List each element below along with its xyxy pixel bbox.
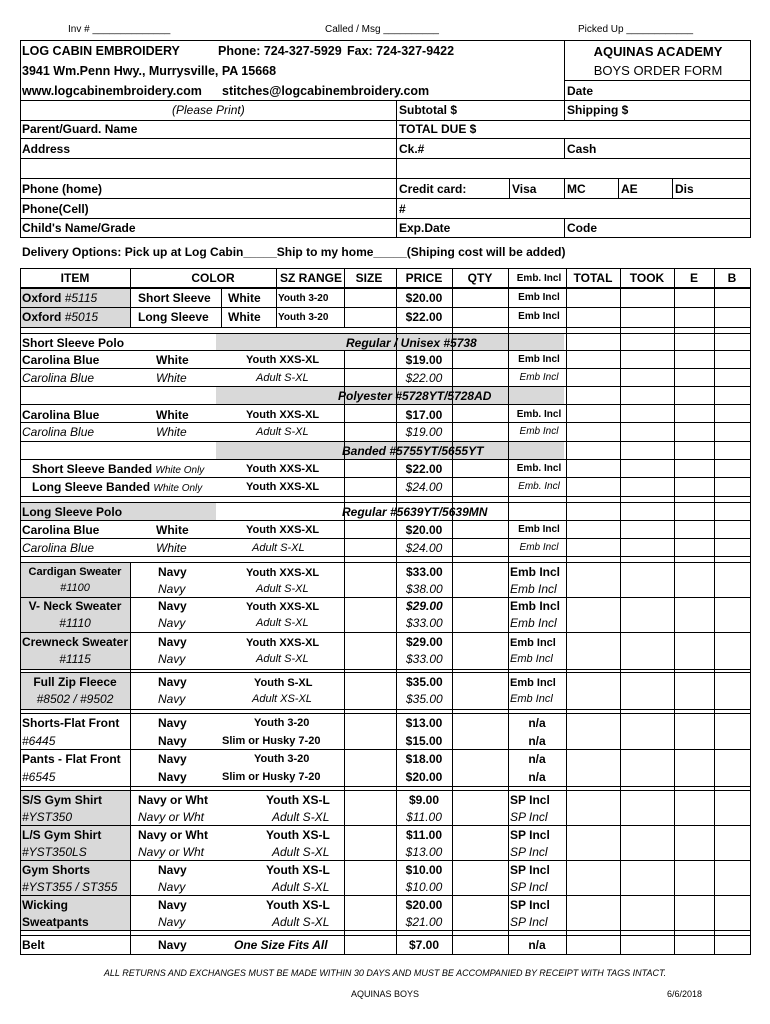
item-color: Navy or Wht bbox=[138, 828, 209, 842]
item-range-adult: Adult S-XL bbox=[256, 583, 309, 595]
item-color: Navy bbox=[158, 675, 187, 689]
item-name: Carolina Blue bbox=[22, 425, 95, 439]
item-range: Adult S-XL bbox=[256, 372, 309, 384]
subtotal-label: Subtotal $ bbox=[399, 103, 458, 117]
item-number: #8502 / #9502 bbox=[36, 692, 114, 706]
item-color-adult: Navy bbox=[158, 616, 186, 630]
item-emb: SP Incl bbox=[510, 810, 548, 824]
item-emb: Emb Incl bbox=[518, 311, 560, 322]
item-emb: n/a bbox=[528, 752, 546, 766]
table-row bbox=[20, 633, 750, 669]
item-color: White bbox=[156, 523, 189, 537]
item-emb: Emb Incl bbox=[518, 354, 560, 365]
table-row bbox=[20, 861, 750, 879]
item-range: Youth XS-L bbox=[266, 793, 330, 807]
item-name: Full Zip Fleece bbox=[33, 675, 117, 689]
table-row bbox=[20, 714, 750, 732]
table-row bbox=[20, 878, 750, 896]
item-name: Carolina Blue bbox=[22, 523, 100, 537]
item-range-adult: Adult S-XL bbox=[256, 617, 309, 629]
item-name: #6545 bbox=[22, 770, 56, 784]
item-color: Navy bbox=[158, 565, 187, 579]
header-size-range: SZ RANGE bbox=[279, 271, 342, 285]
item-number: #1110 bbox=[59, 616, 91, 630]
section-header bbox=[20, 334, 750, 352]
called-msg-label: Called / Msg __________ bbox=[325, 24, 439, 35]
section-style: Regular / Unisex #5738 bbox=[346, 336, 477, 350]
table-row bbox=[20, 673, 750, 709]
exp-date-label: Exp.Date bbox=[399, 221, 451, 235]
item-price: $20.00 bbox=[405, 898, 443, 912]
section-header bbox=[20, 442, 750, 460]
form-title: BOYS ORDER FORM bbox=[593, 63, 723, 78]
item-price-adult: $33.00 bbox=[406, 616, 443, 630]
address-label: Address bbox=[22, 142, 71, 156]
item-name: Short Sleeve Banded White Only bbox=[32, 462, 205, 476]
item-name: Belt bbox=[22, 938, 45, 952]
item-name: S/S Gym Shirt bbox=[22, 793, 103, 807]
item-price: $7.00 bbox=[408, 938, 440, 952]
table-row bbox=[20, 750, 750, 768]
company-fax: Fax: 724-327-9422 bbox=[347, 44, 455, 58]
item-emb: SP Incl bbox=[510, 863, 550, 877]
item-emb: Emb Incl bbox=[518, 524, 560, 535]
item-price: $17.00 bbox=[405, 408, 443, 422]
section-style: Polyester #5728YT/5728AD bbox=[338, 389, 492, 403]
item-emb: Emb Incl bbox=[519, 372, 559, 383]
item-price: $20.00 bbox=[405, 291, 443, 305]
item-range: Slim or Husky 7-20 bbox=[222, 771, 321, 783]
item-name: Carolina Blue bbox=[22, 353, 100, 367]
cash-label: Cash bbox=[567, 142, 597, 156]
item-emb: Emb Incl bbox=[510, 637, 556, 649]
item-price: $22.00 bbox=[405, 310, 443, 324]
item-emb: SP Incl bbox=[510, 793, 550, 807]
table-row bbox=[20, 406, 750, 424]
item-name: Cardigan Sweater bbox=[28, 566, 122, 578]
table-row bbox=[20, 369, 750, 387]
header-price: PRICE bbox=[405, 271, 443, 285]
item-emb: Emb Incl bbox=[519, 542, 559, 553]
item-emb: SP Incl bbox=[510, 898, 550, 912]
item-range: Youth XXS-XL bbox=[246, 354, 320, 366]
header-size: SIZE bbox=[355, 271, 383, 285]
shipping-label: Shipping $ bbox=[567, 103, 629, 117]
item-emb: Emb Incl bbox=[510, 565, 561, 579]
item-range: Youth XXS-XL bbox=[246, 481, 320, 493]
item-name: Carolina Blue bbox=[22, 371, 95, 385]
date-label: Date bbox=[567, 84, 594, 98]
header-item: ITEM bbox=[60, 271, 90, 285]
item-price-adult: $38.00 bbox=[406, 582, 443, 596]
item-emb-adult: Emb Incl bbox=[510, 653, 553, 665]
item-emb: n/a bbox=[528, 716, 546, 730]
item-price: $22.00 bbox=[405, 371, 443, 385]
item-price: $15.00 bbox=[405, 734, 443, 748]
table-row bbox=[20, 936, 750, 954]
item-price: $9.00 bbox=[408, 793, 440, 807]
item-range: Youth 3-20 bbox=[278, 312, 329, 323]
item-name: #YST350 bbox=[22, 810, 73, 824]
item-name: Pants - Flat Front bbox=[22, 752, 121, 766]
item-color-adult: Navy bbox=[158, 582, 186, 596]
table-row bbox=[20, 478, 750, 496]
item-name: #YST350LS bbox=[22, 845, 87, 859]
ae-label: AE bbox=[621, 182, 638, 196]
item-price: $11.00 bbox=[405, 828, 443, 842]
item-color: White bbox=[156, 353, 189, 367]
item-price: $21.00 bbox=[405, 915, 443, 929]
item-name: #YST355 / ST355 bbox=[22, 880, 118, 894]
header-b: B bbox=[727, 271, 737, 285]
item-color: Navy bbox=[158, 938, 187, 952]
header-took: TOOK bbox=[629, 271, 665, 285]
item-name: Oxford #5015 bbox=[22, 310, 99, 324]
item-color: Navy bbox=[158, 635, 187, 649]
table-row bbox=[20, 539, 750, 557]
item-name: Wicking bbox=[22, 898, 68, 912]
item-range: Slim or Husky 7-20 bbox=[222, 735, 321, 747]
item-color: Navy bbox=[158, 863, 187, 877]
item-name: Sweatpants bbox=[22, 915, 89, 929]
item-name: Carolina Blue bbox=[22, 541, 95, 555]
item-emb: SP Incl bbox=[510, 828, 550, 842]
item-range: Adult S-XL bbox=[256, 426, 309, 438]
item-color: Navy or Wht bbox=[138, 845, 205, 859]
item-range-adult: Adult S-XL bbox=[256, 653, 309, 665]
table-row bbox=[20, 521, 750, 539]
item-price: $20.00 bbox=[405, 523, 443, 537]
item-price: $20.00 bbox=[405, 770, 443, 784]
header-e: E bbox=[689, 271, 698, 285]
item-emb: Emb Incl bbox=[518, 292, 560, 303]
section-style: Regular #5639YT/5639MN bbox=[342, 505, 488, 519]
visa-label: Visa bbox=[512, 182, 537, 196]
item-number: #1100 bbox=[60, 582, 90, 594]
mc-label: MC bbox=[567, 182, 586, 196]
item-color: White bbox=[156, 371, 187, 385]
item-color: Navy bbox=[158, 880, 186, 894]
item-name: V- Neck Sweater bbox=[28, 599, 122, 613]
table-row bbox=[20, 791, 750, 809]
item-range: Adult S-XL bbox=[272, 845, 330, 859]
item-price: $18.00 bbox=[405, 752, 443, 766]
header-color: COLOR bbox=[191, 271, 235, 285]
item-range: One Size Fits All bbox=[234, 938, 328, 952]
delivery-options: Delivery Options: Pick up at Log Cabin_____Ship to my home_____(Shiping cost will be added) bbox=[22, 245, 566, 259]
item-price: $35.00 bbox=[406, 675, 443, 689]
section-title: Short Sleeve Polo bbox=[22, 336, 125, 350]
item-range: Adult S-XL bbox=[252, 542, 305, 554]
item-emb: SP Incl bbox=[510, 845, 548, 859]
item-name: Oxford #5115 bbox=[22, 291, 98, 305]
item-price: $11.00 bbox=[406, 810, 442, 824]
returns-note: ALL RETURNS AND EXCHANGES MUST BE MADE WITHIN 30 DAYS AND MUST BE ACCOMPANIED BY RECEIPT WITH TAGS INTACT. bbox=[103, 968, 667, 978]
company-phone: Phone: 724-327-5929 bbox=[218, 44, 342, 58]
company-address: 3941 Wm.Penn Hwy., Murrysville, PA 15668 bbox=[22, 64, 277, 78]
table-row bbox=[20, 598, 750, 632]
item-name: #6445 bbox=[22, 734, 56, 748]
item-emb-adult: Emb Incl bbox=[510, 582, 557, 596]
phone-home-label: Phone (home) bbox=[22, 182, 102, 196]
item-emb: n/a bbox=[528, 734, 546, 748]
item-price: $19.00 bbox=[405, 353, 443, 367]
table-row bbox=[20, 826, 750, 844]
item-price: $19.00 bbox=[405, 425, 443, 439]
item-emb: Emb Incl bbox=[519, 426, 559, 437]
item-color: Short Sleeve bbox=[138, 291, 211, 305]
header-qty: QTY bbox=[467, 271, 493, 285]
item-price: $29.00 bbox=[406, 635, 443, 649]
section-style: Banded #5755YT/5655YT bbox=[342, 444, 484, 458]
table-row bbox=[20, 913, 750, 931]
item-range: Adult S-XL bbox=[272, 915, 330, 929]
card-number-label: # bbox=[399, 202, 406, 216]
item-color: Navy bbox=[158, 734, 187, 748]
item-price-adult: $35.00 bbox=[406, 692, 443, 706]
item-range: Adult S-XL bbox=[272, 880, 330, 894]
table-row bbox=[20, 732, 750, 750]
item-range: Adult S-XL bbox=[272, 810, 330, 824]
company-name: LOG CABIN EMBROIDERY bbox=[22, 44, 180, 58]
item-color: Navy bbox=[158, 752, 187, 766]
item-range: Youth XS-L bbox=[266, 863, 330, 877]
item-color: Navy bbox=[158, 770, 187, 784]
item-range: Youth XS-L bbox=[266, 828, 330, 842]
check-number-label: Ck.# bbox=[399, 142, 425, 156]
header-total: TOTAL bbox=[573, 271, 613, 285]
item-emb: Emb. Incl bbox=[518, 481, 560, 492]
item-price: $29.00 bbox=[406, 599, 443, 613]
please-print-label: (Please Print) bbox=[172, 103, 245, 117]
item-color: Navy or Wht bbox=[138, 793, 209, 807]
item-range: Youth XXS-XL bbox=[246, 463, 320, 475]
item-name: L/S Gym Shirt bbox=[22, 828, 102, 842]
item-color: Navy bbox=[158, 716, 187, 730]
item-range: Youth 3-20 bbox=[254, 753, 310, 765]
parent-name-label: Parent/Guard. Name bbox=[22, 122, 138, 136]
item-price-adult: $33.00 bbox=[406, 652, 443, 666]
credit-card-label: Credit card: bbox=[399, 182, 467, 196]
item-name: Shorts-Flat Front bbox=[22, 716, 120, 730]
company-email[interactable]: stitches@logcabinembroidery.com bbox=[222, 84, 430, 98]
item-price: $33.00 bbox=[406, 565, 443, 579]
item-emb: Emb Incl bbox=[510, 677, 556, 689]
item-range-adult: Adult XS-XL bbox=[252, 693, 312, 705]
item-color: Navy bbox=[158, 599, 187, 613]
item-name: Long Sleeve Banded White Only bbox=[32, 480, 203, 494]
item-price: $13.00 bbox=[405, 716, 443, 730]
item-number: #1115 bbox=[59, 652, 91, 666]
table-row bbox=[20, 768, 750, 786]
company-website[interactable]: www.logcabinembroidery.com bbox=[22, 84, 202, 98]
section-header bbox=[20, 503, 750, 521]
item-name: Gym Shorts bbox=[22, 863, 91, 877]
table-row bbox=[20, 843, 750, 861]
table-row bbox=[20, 351, 750, 369]
table-row bbox=[20, 564, 750, 598]
table-row bbox=[20, 308, 750, 326]
item-emb: Emb. Incl bbox=[516, 463, 562, 474]
item-color: Navy bbox=[158, 898, 187, 912]
item-color-adult: Navy bbox=[158, 692, 186, 706]
item-name: Carolina Blue bbox=[22, 408, 100, 422]
item-range: Youth XS-L bbox=[266, 898, 330, 912]
item-price: $24.00 bbox=[405, 480, 443, 494]
item-emb: Emb Incl bbox=[510, 599, 561, 613]
discover-label: Dis bbox=[675, 182, 694, 196]
item-price: $22.00 bbox=[405, 462, 443, 476]
total-due-label: TOTAL DUE $ bbox=[399, 122, 477, 136]
header-emb: Emb. Incl bbox=[516, 273, 562, 284]
item-price: $10.00 bbox=[405, 880, 443, 894]
table-row bbox=[20, 460, 750, 478]
item-emb-adult: Emb Incl bbox=[510, 693, 553, 705]
footer-label: AQUINAS BOYS bbox=[350, 989, 420, 999]
item-color: White bbox=[156, 541, 187, 555]
item-emb: SP Incl bbox=[510, 915, 548, 929]
table-row bbox=[20, 896, 750, 914]
section-header bbox=[20, 387, 750, 405]
footer-date: 6/6/2018 bbox=[667, 989, 703, 999]
item-white: White bbox=[228, 310, 261, 324]
item-emb: Emb. Incl bbox=[516, 409, 562, 420]
item-name: Crewneck Sweater bbox=[21, 635, 129, 649]
table-row bbox=[20, 808, 750, 826]
item-white: White bbox=[228, 291, 261, 305]
item-color-adult: Navy bbox=[158, 652, 186, 666]
item-range: Youth XXS-XL bbox=[246, 409, 320, 421]
item-color: Long Sleeve bbox=[138, 310, 209, 324]
item-color: White bbox=[156, 408, 189, 422]
picked-up-label: Picked Up ____________ bbox=[578, 24, 694, 35]
item-range: Youth XXS-XL bbox=[246, 567, 320, 579]
table-row bbox=[20, 289, 750, 307]
school-name: AQUINAS ACADEMY bbox=[593, 44, 723, 59]
item-range: Youth S-XL bbox=[254, 677, 313, 689]
item-range: Youth XXS-XL bbox=[246, 524, 320, 536]
item-emb-adult: Emb Incl bbox=[510, 616, 557, 630]
item-range: Youth XXS-XL bbox=[246, 637, 320, 649]
invoice-number-label: Inv # ______________ bbox=[68, 24, 171, 35]
code-label: Code bbox=[567, 221, 597, 235]
item-range: Youth 3-20 bbox=[254, 717, 310, 729]
item-emb: n/a bbox=[528, 770, 546, 784]
child-name-label: Child's Name/Grade bbox=[22, 221, 136, 235]
item-price: $13.00 bbox=[405, 845, 443, 859]
item-price: $24.00 bbox=[405, 541, 443, 555]
table-row bbox=[20, 423, 750, 441]
item-emb: SP Incl bbox=[510, 880, 548, 894]
item-color: Navy bbox=[158, 915, 186, 929]
item-emb: n/a bbox=[528, 938, 546, 952]
item-color: White bbox=[156, 425, 187, 439]
section-title: Long Sleeve Polo bbox=[22, 505, 123, 519]
item-range: Youth XXS-XL bbox=[246, 601, 320, 613]
item-price: $10.00 bbox=[405, 863, 443, 877]
item-color: Navy or Wht bbox=[138, 810, 205, 824]
item-range: Youth 3-20 bbox=[278, 293, 329, 304]
phone-cell-label: Phone(Cell) bbox=[22, 202, 89, 216]
